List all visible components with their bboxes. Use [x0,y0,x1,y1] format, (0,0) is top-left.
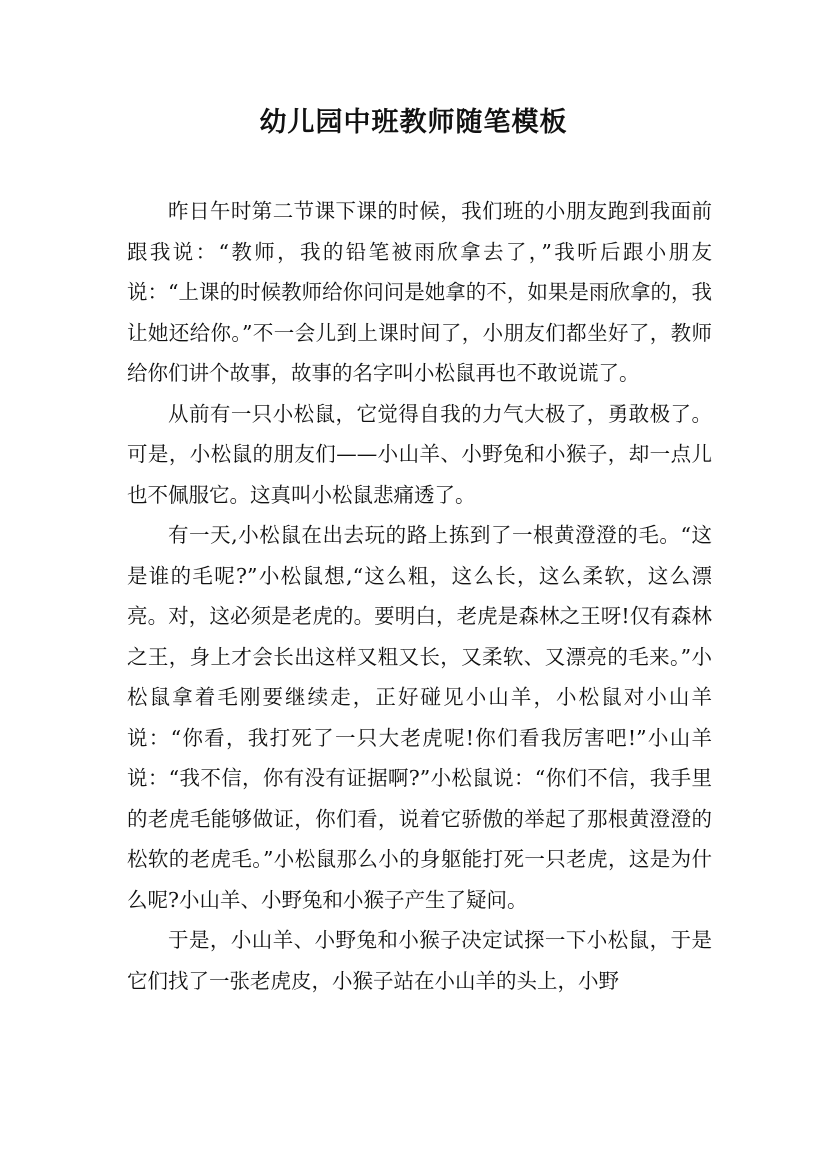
paragraph: 有一天,小松鼠在出去玩的路上拣到了一根黄澄澄的毛。“这是谁的毛呢?”小松鼠想,“这么粗，这么长，这么柔软，这么漂亮。对，这必须是老虎的。要明白，老虎是森林之王呀!仅有森林之王，身上才会长出这样又粗又长，又柔软、又漂亮的毛来。”小松鼠拿着毛刚要继续走，正好碰见小山羊，小松鼠对小山羊说：“你看，我打死了一只大老虎呢!你们看我厉害吧!”小山羊说：“我不信，你有没有证据啊?”小松鼠说：“你们不信，我手里的老虎毛能够做证，你们看，说着它骄傲的举起了那根黄澄澄的松软的老虎毛。”小松鼠那么小的身躯能打死一只老虎，这是为什么呢?小山羊、小野兔和小猴子产生了疑问。 [127,523,712,912]
paragraph: 于是，小山羊、小野兔和小猴子决定试探一下小松鼠，于是它们找了一张老虎皮，小猴子站在小山羊的头上，小野 [127,928,712,993]
document-title: 幼儿园中班教师随笔模板 [259,107,568,138]
paragraph: 从前有一只小松鼠，它觉得自我的力气大极了，勇敢极了。可是，小松鼠的朋友们——小山羊、小野兔和小猴子，却一点儿也不佩服它。这真叫小松鼠悲痛透了。 [127,401,712,507]
paragraph: 昨日午时第二节课下课的时候，我们班的小朋友跑到我面前跟我说：“教师，我的铅笔被雨欣拿去了，”我听后跟小朋友说：“上课的时候教师给你问问是她拿的不，如果是雨欣拿的，我让她还给你。”不一会儿到上课时间了，小朋友们都坐好了，教师给你们讲个故事，故事的名字叫小松鼠再也不敢说谎了。 [127,199,712,385]
document-body [127,191,712,1001]
